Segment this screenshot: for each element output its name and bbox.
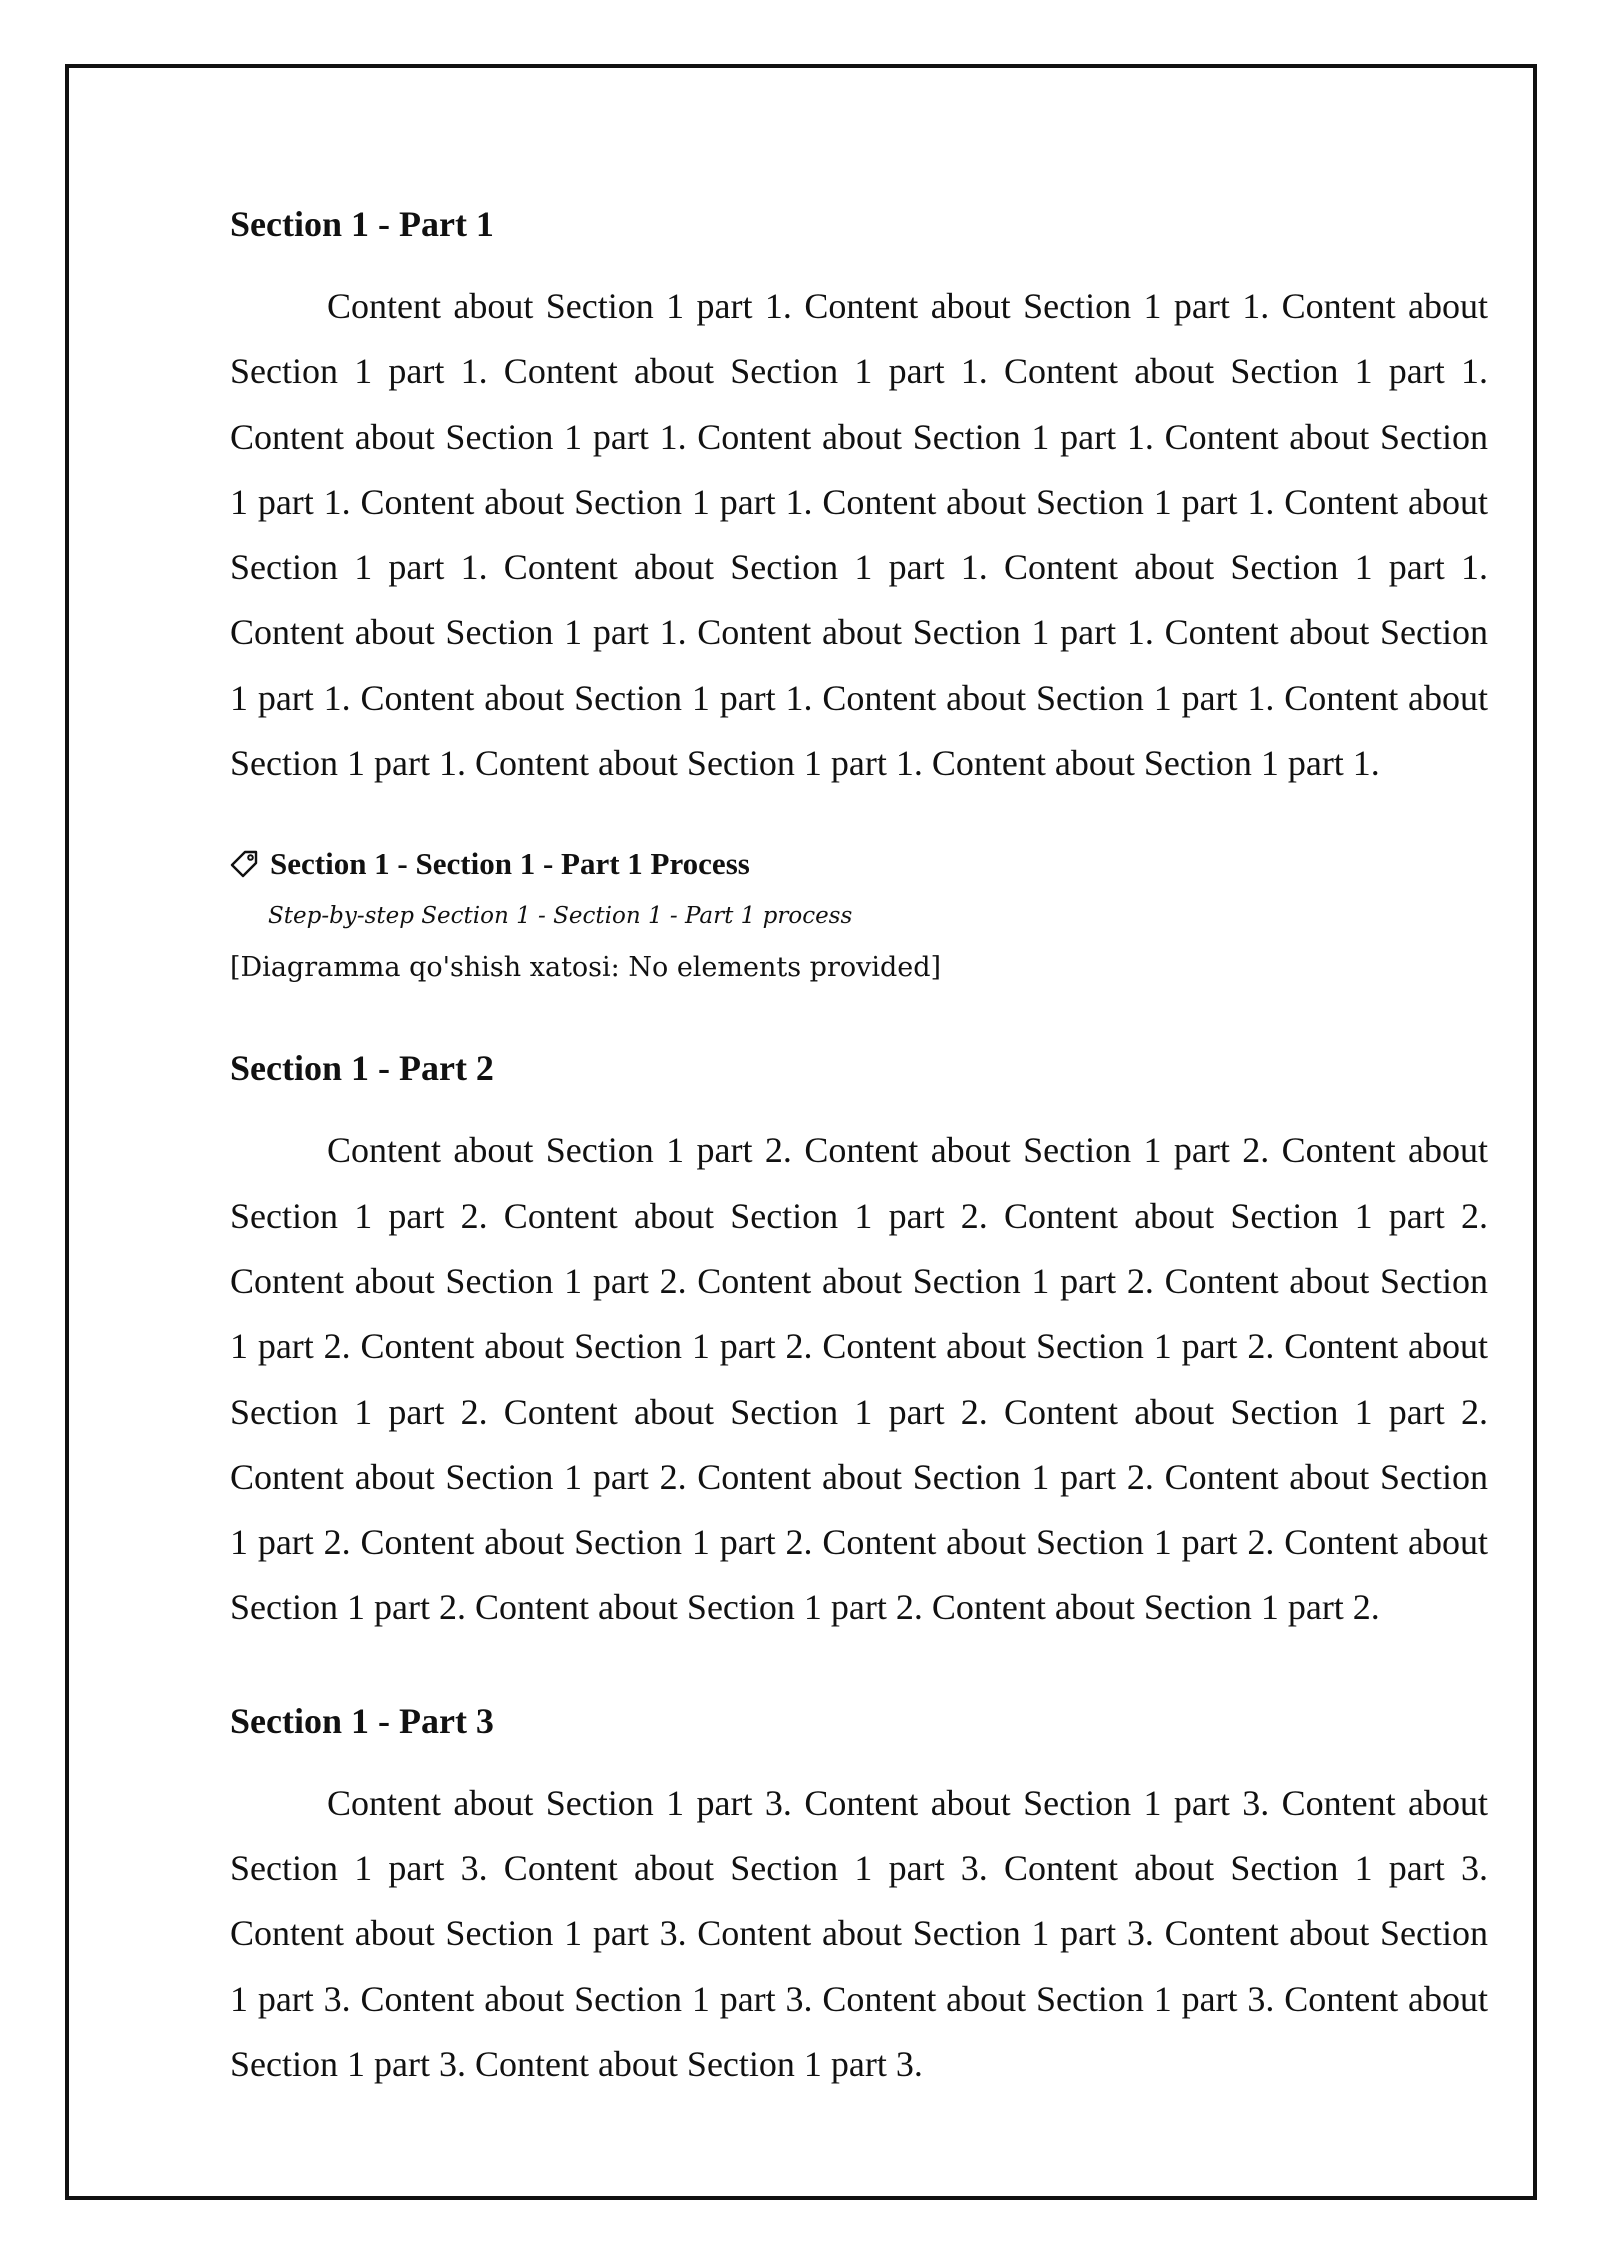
body-paragraph: Content about Section 1 part 1. Content about Section 1 part 1. Content about Section 1 part 1. Content about Section 1 part 1. Content about Section 1 part 1. Content about Section 1 part 1. Content about Section 1 part 1. Content about Section 1 part 1. Content about Section 1 part 1. Content about Section 1 part 1. Content about Section 1 part 1. Content about Section 1 part 1. Content about Section 1 part 1. Content about Section 1 part 1. Content about Section 1 part 1. Content about Section 1 part 1. Content about Section 1 part 1. Content about Section 1 part 1. Content about Section 1 part 1. Content about Section 1 part 1. Content about Section 1 part 1. bbox=[230, 286, 1488, 784]
section-heading: Section 1 - Part 2 bbox=[230, 1048, 494, 1089]
section-part-3 bbox=[230, 1693, 1488, 2093]
diagram-error-message: [Diagramma qo'shish xatosi: No elements provided] bbox=[230, 952, 942, 984]
section-heading: Section 1 - Part 3 bbox=[230, 1700, 494, 1741]
section-part-1 bbox=[230, 196, 1488, 796]
section-part-2 bbox=[230, 1040, 1488, 1640]
diagram-block bbox=[230, 842, 1488, 988]
body-paragraph: Content about Section 1 part 3. Content about Section 1 part 3. Content about Section 1 part 3. Content about Section 1 part 3. Content about Section 1 part 3. Content about Section 1 part 3. Content about Section 1 part 3. Content about Section 1 part 3. Content about Section 1 part 3. Content about Section 1 part 3. Content about Section 1 part 3. Content about Section 1 part 3. bbox=[230, 1782, 1488, 2084]
tag-icon bbox=[228, 848, 260, 880]
diagram-title: Section 1 - Section 1 - Part 1 Process bbox=[270, 846, 750, 882]
section-heading: Section 1 - Part 1 bbox=[230, 204, 494, 244]
document-body bbox=[230, 196, 1488, 2093]
diagram-title-row bbox=[230, 842, 1488, 886]
diagram-caption: Step-by-step Section 1 - Section 1 - Part 1 process bbox=[268, 903, 853, 930]
body-paragraph: Content about Section 1 part 2. Content about Section 1 part 2. Content about Section 1 part 2. Content about Section 1 part 2. Content about Section 1 part 2. Content about Section 1 part 2. Content about Section 1 part 2. Content about Section 1 part 2. Content about Section 1 part 2. Content about Section 1 part 2. Content about Section 1 part 2. Content about Section 1 part 2. Content about Section 1 part 2. Content about Section 1 part 2. Content about Section 1 part 2. Content about Section 1 part 2. Content about Section 1 part 2. Content about Section 1 part 2. Content about Section 1 part 2. Content about Section 1 part 2. Content about Section 1 part 2. bbox=[230, 1130, 1488, 1628]
